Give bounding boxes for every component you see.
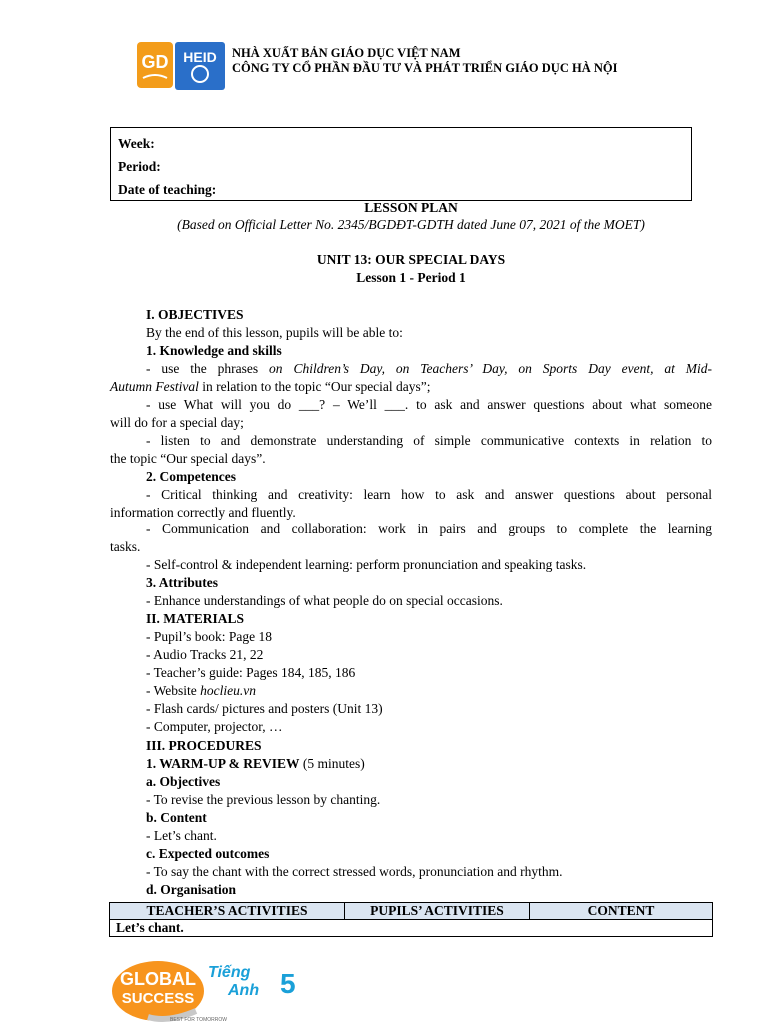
warmup-content-1: - Let’s chant. [146,828,217,843]
competence-1-line2: information correctly and fluently. [110,505,296,520]
publisher-line-1: NHÀ XUẤT BẢN GIÁO DỤC VIỆT NAM [232,46,461,60]
material-5: - Flash cards/ pictures and posters (Unit 13) [146,701,383,716]
table-row [110,920,713,937]
col-teacher-activities: TEACHER’S ACTIVITIES [110,903,345,920]
grade-number: 5 [280,968,296,999]
publisher-line-2: CÔNG TY CỔ PHẦN ĐẦU TƯ VÀ PHÁT TRIỂN GIÁO DỤC HÀ NỘI [232,61,618,75]
logo-heid-text: HEID [183,49,217,65]
unit-title: UNIT 13: OUR SPECIAL DAYS [316,252,506,267]
brand-anh-text: Anh [228,982,260,999]
objectives-intro: By the end of this lesson, pupils will be able to: [146,325,403,340]
official-letter-subtitle: (Based on Official Letter No. 2345/BGDĐT-GDTH dated June 07, 2021 of the MOET) [177,217,645,232]
attributes-heading: 3. Attributes [146,575,218,590]
brand-success-text: SUCCESS [121,990,195,1007]
warmup-outcomes-heading: c. Expected outcomes [146,846,270,861]
activities-table [109,902,713,937]
knowledge-item-2-line1: - use What will you do ___? – We’ll ___. to ask and answer questions about what someone [146,397,712,412]
date-label: Date of teaching: [118,182,217,197]
materials-heading: II. MATERIALS [146,611,245,626]
period-label: Period: [118,159,161,174]
global-success-logo [108,955,308,1024]
warmup-outcome-1: - To say the chant with the correct stressed words, pronunciation and rhythm. [146,864,563,879]
warmup-objectives-heading: a. Objectives [146,774,221,789]
knowledge-item-1-line2: Autumn Festival in relation to the topic “Our special days”; [110,379,431,394]
warmup-objective-1: - To revise the previous lesson by chanting. [146,792,381,807]
brand-tieng-text: Tiếng [208,964,251,981]
table-row-lets-chant: Let’s chant. [110,920,713,937]
col-pupils-activities: PUPILS’ ACTIVITIES [345,903,530,920]
warmup-heading: 1. WARM-UP & REVIEW (5 minutes) [146,756,365,771]
material-2: - Audio Tracks 21, 22 [146,647,264,662]
publisher-name [232,46,652,86]
material-1: - Pupil’s book: Page 18 [146,629,273,644]
lesson-plan-title: LESSON PLAN [364,200,458,215]
brand-tagline-text: BEST FOR TOMORROW [170,1017,227,1023]
competence-2-line1: - Communication and collaboration: work in pairs and groups to complete the learning [146,521,712,536]
week-info-box [110,127,692,201]
knowledge-heading: 1. Knowledge and skills [146,343,282,358]
competence-3: - Self-control & independent learning: perform pronunciation and speaking tasks. [146,557,587,572]
lesson-title: Lesson 1 - Period 1 [356,270,466,285]
procedures-heading: III. PROCEDURES [146,738,262,753]
website-link: hoclieu.vn [200,683,257,698]
warmup-content-heading: b. Content [146,810,207,825]
material-3: - Teacher’s guide: Pages 184, 185, 186 [146,665,356,680]
logo-gd-text: GD [141,52,169,72]
table-header-row [110,903,713,920]
objectives-heading: I. OBJECTIVES [146,307,244,322]
col-content: CONTENT [530,903,713,920]
publisher-logo [137,42,225,90]
attribute-1: - Enhance understandings of what people do on special occasions. [146,593,503,608]
competence-2-line2: tasks. [110,539,141,554]
knowledge-item-2-line2: will do for a special day; [110,415,244,430]
material-4: - Website hoclieu.vn [146,683,257,698]
knowledge-item-3-line1: - listen to and demonstrate understanding of simple communicative contexts in relation to [146,433,712,448]
brand-global-text: GLOBAL [120,969,196,989]
knowledge-item-1-line1: - use the phrases on Children’s Day, on Teachers’ Day, on Sports Day event, at Mid- [146,361,712,376]
warmup-organisation-heading: d. Organisation [146,882,237,897]
competences-heading: 2. Competences [146,469,236,484]
competence-1-line1: - Critical thinking and creativity: learn how to ask and answer questions about personal [146,487,712,502]
material-6: - Computer, projector, … [146,719,283,734]
knowledge-item-3-line2: the topic “Our special days”. [110,451,266,466]
week-label: Week: [118,136,155,151]
